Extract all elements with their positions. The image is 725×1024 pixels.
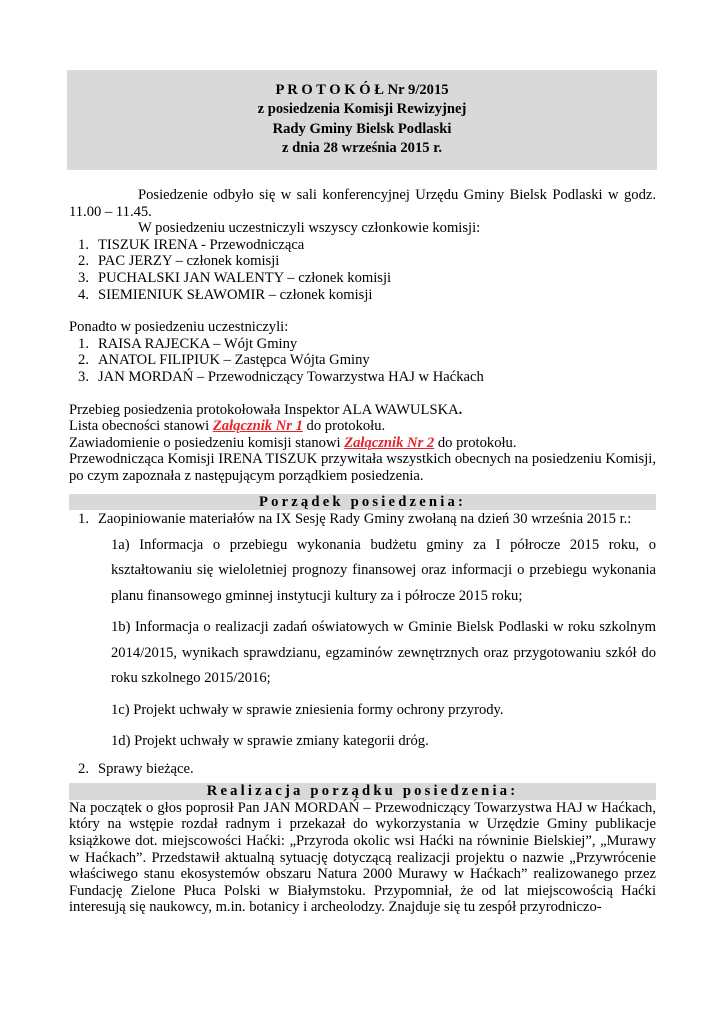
list-item: 3. PUCHALSKI JAN WALENTY – członek komisji: [78, 269, 392, 286]
agenda-subitems: [111, 533, 656, 755]
attachment-1-line: Lista obecności stanowi Załącznik Nr 1 do protokołu.: [69, 418, 386, 435]
members-list: [69, 237, 656, 303]
guests-list: [69, 336, 656, 386]
protocol-title-box: [67, 70, 657, 170]
list-item: 4. SIEMIENIUK SŁAWOMIR – członek komisji: [78, 286, 373, 303]
list-item: 1. TISZUK IRENA - Przewodnicząca: [78, 236, 305, 253]
agenda-heading: Porządek posiedzenia:: [69, 494, 656, 511]
protocol-date: z dnia 28 września 2015 r.: [282, 140, 442, 157]
attachment-2-link[interactable]: Załącznik Nr 2: [344, 434, 435, 451]
protocol-author-line: Przebieg posiedzenia protokołowała Inspektor ALA WAWULSKA.: [69, 401, 463, 418]
agenda-subitem-1a: 1a) Informacja o przebiegu wykonania budżetu gminy za I półrocze 2015 roku, o kształtowaniu się wieloletniej prognozy finansowej oraz informacji o przebiegu wykonania planu finansowego gminnej instytucji kultury za i półrocze 2015 roku;: [111, 536, 656, 604]
list-item: 1. RAISA RAJECKA – Wójt Gminy: [78, 335, 298, 352]
protocol-subtitle-council: Rady Gminy Bielsk Podlaski: [272, 120, 452, 137]
protocol-subtitle-commission: z posiedzenia Komisji Rewizyjnej: [257, 101, 467, 118]
realization-paragraph: Na początek o głos poprosił Pan JAN MORDAŃ – Przewodniczący Towarzystwa HAJ w Haćkach, który na wstępie rozdał radnym i przekazał do wykorzystania w Urzędzie Gminy publikacje książkowe dot. miejscowości Haćki: „Przyroda okolic wsi Haćki na równinie Bielskiej”, „Murawy w Haćkach”. Przedstawił aktualną sytuację dotyczącą realizacji projektu o nazwie „Przywrócenie właściwego stanu ekosystemów obszaru Natura 2000 Murawy w Haćkach” realizowanego przez Fundację Zielone Płuca Polski w Białymstoku. Przypomniał, że od lat miejscowością Haćki interesują się naukowcy, m.in. botanicy i archeolodzy. Znajduje się tu zespół przyrodniczo-: [69, 799, 656, 916]
list-item: 3. JAN MORDAŃ – Przewodniczący Towarzystwa HAJ w Haćkach: [78, 368, 484, 385]
attachment-2-line: Zawiadomienie o posiedzeniu komisji stanowi Załącznik Nr 2 do protokołu.: [69, 434, 517, 451]
attachment-1-link[interactable]: Załącznik Nr 1: [212, 418, 303, 435]
document-body: [69, 187, 656, 916]
realization-heading: Realizacja porządku posiedzenia:: [69, 783, 656, 800]
agenda-subitem-1b: 1b) Informacja o realizacji zadań oświatowych w Gminie Bielsk Podlaski w roku szkolnym 2014/2015, wynikach sprawdzianu, egzaminów zewnętrznych oraz przygotowaniu szkół do roku szkolnego 2015/2016;: [111, 619, 656, 687]
agenda-subitem-1d: 1d) Projekt uchwały w sprawie zmiany kategorii dróg.: [111, 733, 429, 750]
protocol-title: P R O T O K Ó Ł Nr 9/2015: [275, 82, 449, 98]
agenda-item-1: 1. Zaopiniowanie materiałów na IX Sesję Rady Gminy zwołaną na dzień 30 września 2015 r.:: [78, 511, 632, 528]
meeting-location-paragraph: Posiedzenie odbyło się w sali konferencyjnej Urzędu Gminy Bielsk Podlaski w godz. 11.00 – 11.45.: [69, 187, 656, 220]
attendance-intro: W posiedzeniu uczestniczyli wszyscy członkowie komisji:: [138, 220, 481, 237]
list-item: 2. ANATOL FILIPIUK – Zastępca Wójta Gminy: [78, 352, 370, 369]
welcome-paragraph: Przewodnicząca Komisji IRENA TISZUK przywitała wszystkich obecnych na posiedzeniu Komisji, po czym zapoznała z następującym porządkiem posiedzenia.: [69, 451, 656, 484]
agenda-item-2: 2. Sprawy bieżące.: [78, 760, 194, 777]
agenda-list: [69, 511, 656, 777]
guests-intro: Ponadto w posiedzeniu uczestniczyli:: [69, 319, 289, 336]
agenda-subitem-1c: 1c) Projekt uchwały w sprawie zniesienia formy ochrony przyrody.: [111, 701, 504, 718]
list-item: 2. PAC JERZY – członek komisji: [78, 253, 280, 270]
